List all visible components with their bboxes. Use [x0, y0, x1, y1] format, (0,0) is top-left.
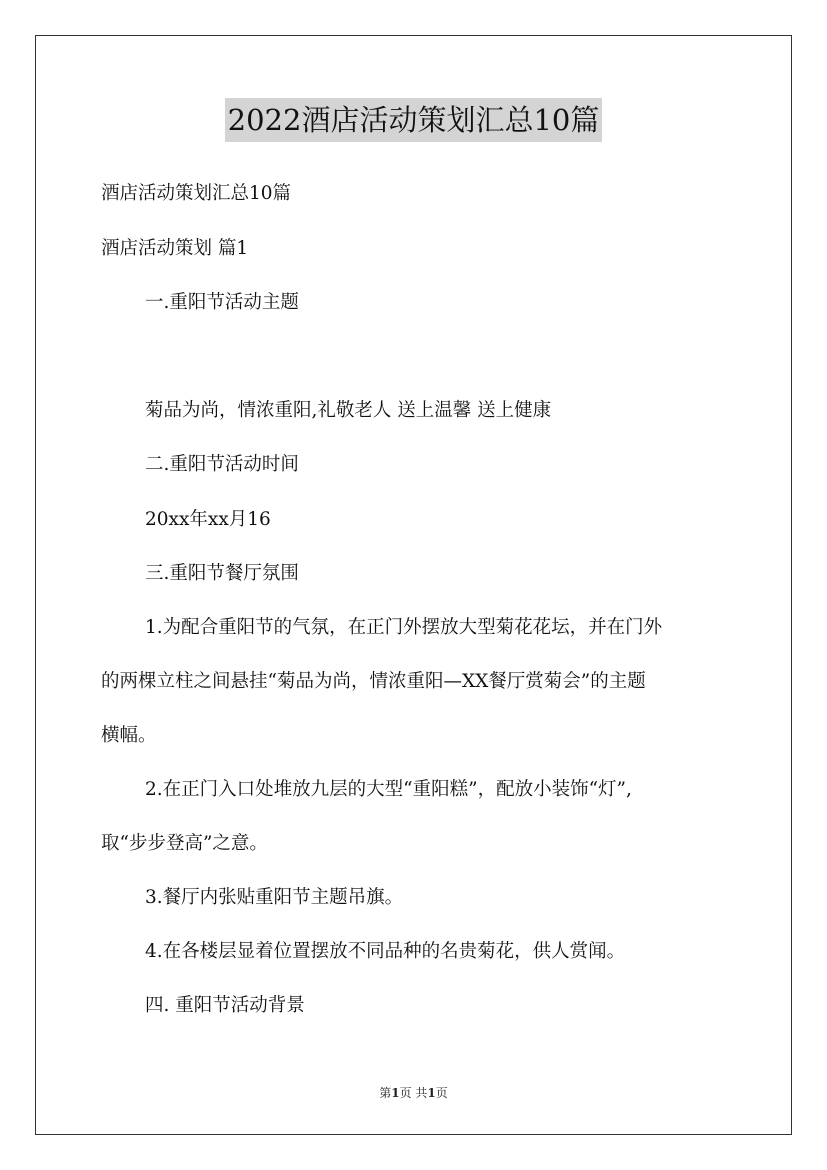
section-heading: 四. 重阳节活动背景	[145, 995, 305, 1016]
text-line: 20xx年xx月16	[145, 509, 271, 530]
footer-page-prefix: 第	[379, 1086, 392, 1100]
text-line: 酒店活动策划汇总10篇	[101, 183, 292, 204]
text-line: 3.餐厅内张贴重阳节主题吊旗。	[145, 887, 404, 908]
page-footer	[0, 1085, 827, 1101]
document-title-text: 2022酒店活动策划汇总10篇	[225, 98, 603, 142]
section-heading: 一.重阳节活动主题	[145, 292, 299, 313]
text-line: 4.在各楼层显着位置摆放不同品种的名贵菊花，供人赏闻。	[145, 941, 626, 962]
footer-page-number: 1	[391, 1086, 400, 1100]
footer-page-suffix: 页 共	[399, 1086, 428, 1100]
text-line: 横幅。	[101, 725, 157, 746]
text-line: 酒店活动策划 篇1	[101, 238, 249, 259]
text-line: 的两棵立柱之间悬挂“菊品为尚，情浓重阳—XX餐厅赏菊会”的主题	[101, 671, 646, 692]
section-heading: 二.重阳节活动时间	[145, 454, 299, 475]
text-line: 菊品为尚，情浓重阳,礼敬老人 送上温馨 送上健康	[145, 400, 552, 421]
text-line: 取“步步登高”之意。	[101, 833, 268, 854]
text-line: 2.在正门入口处堆放九层的大型“重阳糕”，配放小装饰“灯”,	[145, 779, 632, 800]
footer-total-pages: 1	[427, 1086, 436, 1100]
text-line: 1.为配合重阳节的气氛，在正门外摆放大型菊花花坛，并在门外	[145, 617, 663, 638]
section-heading: 三.重阳节餐厅氛围	[145, 563, 299, 584]
document-title	[0, 98, 827, 142]
footer-total-suffix: 页	[435, 1086, 448, 1100]
